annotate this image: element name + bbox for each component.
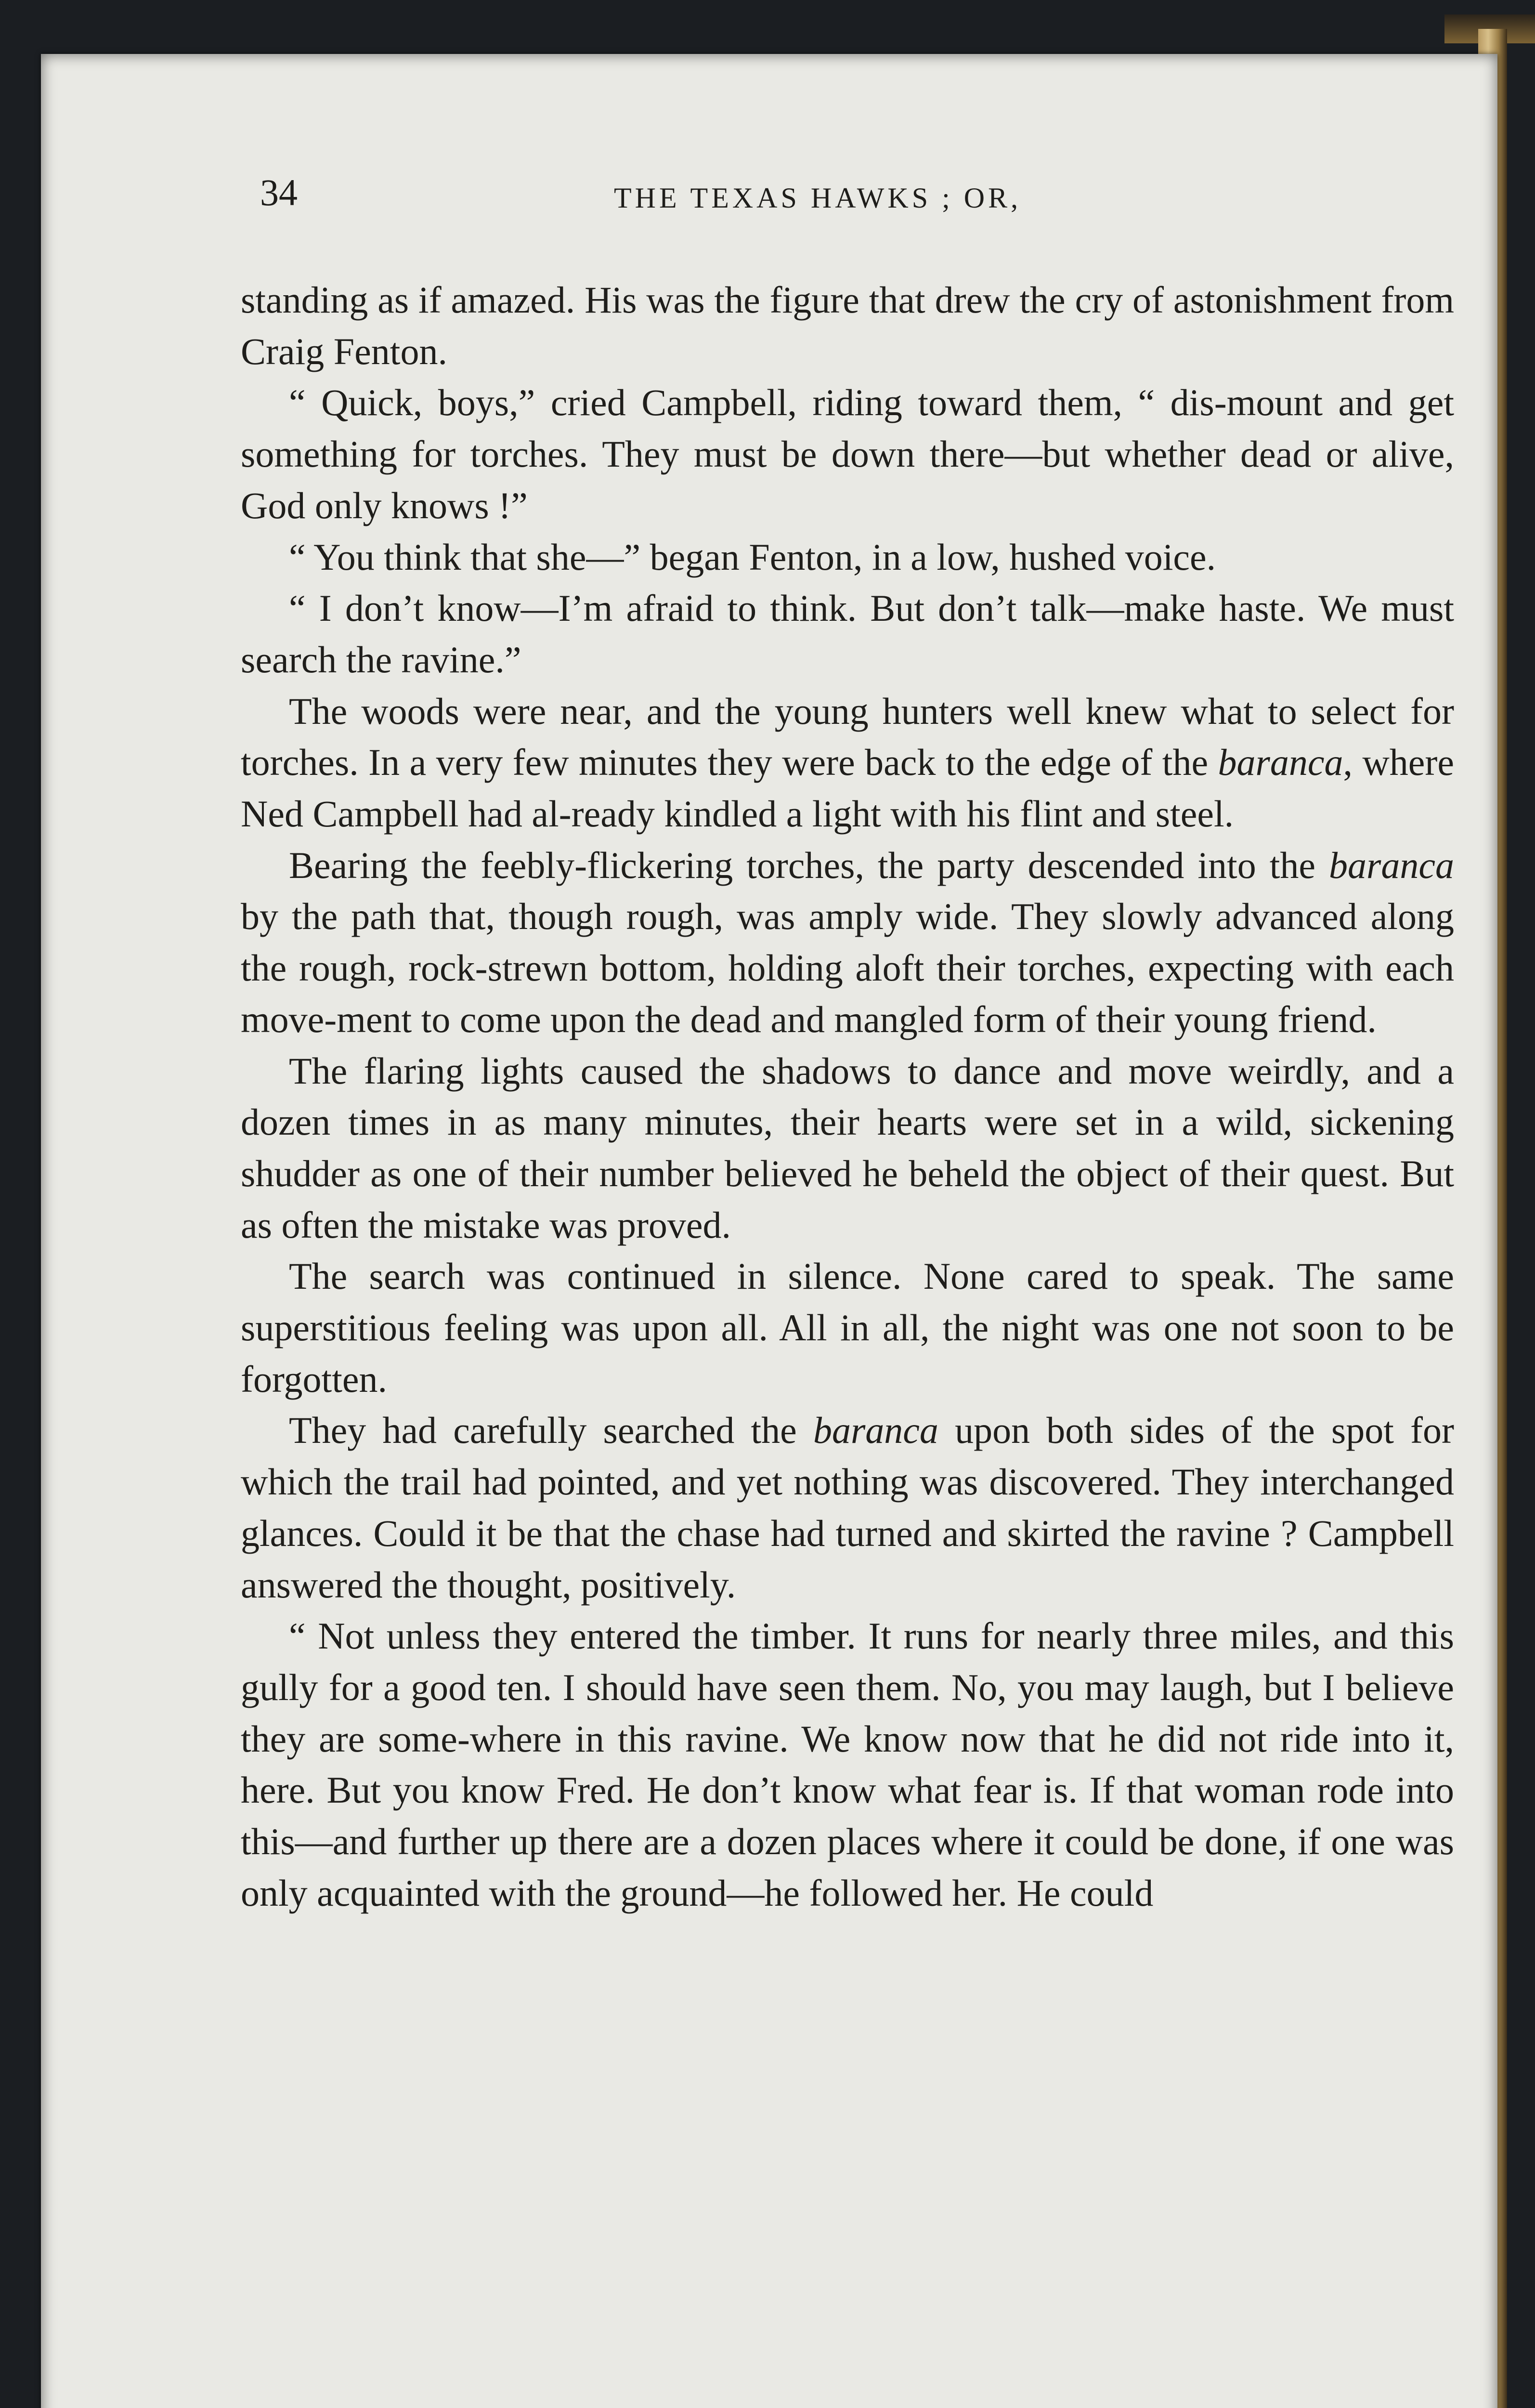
page-number: 34 [260, 171, 298, 213]
page-header [260, 171, 1464, 229]
text-run: , where Ned Campbell had al-ready kindled a light with his flint and steel. [241, 741, 1454, 835]
text-run: “ Not unless they entered the timber. It runs for nearly three miles, and this gully for a good ten. I should have seen them. No, you may laugh, but I believe they are some-where in this ravine. We know now that he did not ride into it, here. But you know Fred. He don’t know what fear is. If that woman rode into this—and further up there are a dozen places where it could be done, if one was only acquainted with the ground—he followed her. He could [241, 1615, 1454, 1914]
text-run: standing as if amazed. His was the figure that drew the cry of astonishment from Craig Fenton. [241, 279, 1454, 372]
body-text [241, 275, 1454, 1919]
text-run: “ You think that she—” began Fenton, in a low, hushed voice. [289, 536, 1216, 578]
paragraph [241, 532, 1454, 583]
paragraph [241, 377, 1454, 531]
paragraph [241, 1405, 1454, 1610]
paragraph [241, 1251, 1454, 1405]
text-run: The flaring lights caused the shadows to dance and move weirdly, and a dozen times in as many minutes, their hearts were set in a wild, sickening shudder as one of their number believed he beheld the object of their quest. But as often the mistake was proved. [241, 1049, 1454, 1246]
text-run: “ I don’t know—I’m afraid to think. But don’t talk—make haste. We must search the ravine.” [241, 587, 1454, 681]
paragraph [241, 1610, 1454, 1919]
italic-word: baranca [1218, 741, 1343, 784]
italic-word: baranca [813, 1409, 938, 1452]
text-run: by the path that, though rough, was amply wide. They slowly advanced along the rough, rock-strewn bottom, holding aloft their torches, expecting with each move-ment to come upon the dead and mangled form of their young friend. [241, 895, 1454, 1040]
paragraph [241, 583, 1454, 685]
text-run: The woods were near, and the young hunters well knew what to select for torches. In a very few minutes they were back to the edge of the [241, 690, 1454, 784]
running-head: THE TEXAS HAWKS ; OR, [614, 182, 1022, 214]
italic-word: baranca [1329, 844, 1454, 886]
text-run: Bearing the feebly-flickering torches, the party descended into the [289, 844, 1329, 886]
text-run: They had carefully searched the [289, 1409, 813, 1452]
text-run: The search was continued in silence. None cared to speak. The same superstitious feeling was upon all. All in all, the night was one not soon to be forgotten. [241, 1255, 1454, 1400]
text-run: “ Quick, boys,” cried Campbell, riding toward them, “ dis-mount and get something for torches. They must be down there—but whether dead or alive, God only knows !” [241, 381, 1454, 526]
paragraph [241, 840, 1454, 1046]
paragraph [241, 686, 1454, 840]
paragraph [241, 275, 1454, 377]
paragraph [241, 1046, 1454, 1251]
text-run: upon both sides of the spot for which the trail had pointed, and yet nothing was discovered. They interchanged glances. Could it be that the chase had turned and skirted the ravine ? Campbell answered the thought, positively. [241, 1409, 1454, 1606]
